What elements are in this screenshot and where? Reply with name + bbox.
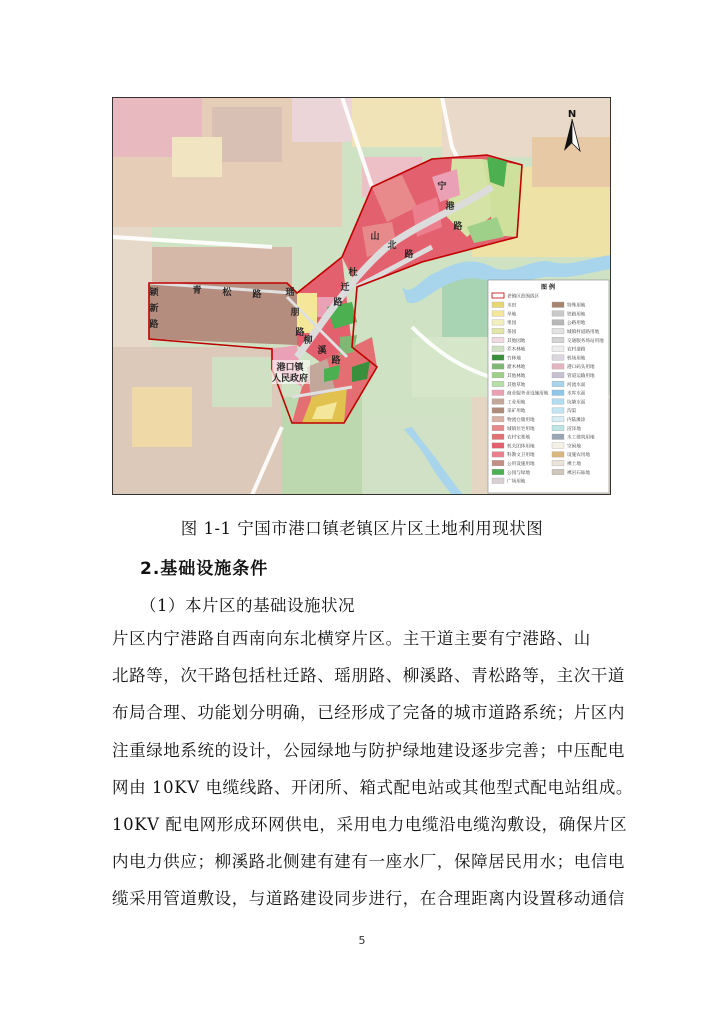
road-label-shanbei-road: 北 [387,241,397,251]
legend-item-label: 农村宅基地 [507,435,530,441]
legend-item-label: 其他园地 [507,338,526,344]
paragraph-line: 内电力供应；柳溪路北侧建有建有一座水厂，保障居民用水；电信电 [112,852,625,872]
legend-swatch [552,320,564,326]
north-arrow-label: N [567,109,577,120]
legend-swatch [552,390,564,396]
legend-swatch [492,320,504,326]
legend-swatch [552,469,564,475]
legend-swatch [552,434,564,440]
road-label-qingsong-road: 路 [252,290,262,300]
legend-item-label: 裸土地 [567,462,581,467]
legend-swatch [492,425,504,431]
legend-item-label: 广场用地 [507,479,526,485]
legend-boundary-label: 老镇区范围线区 [507,294,540,300]
road-label-duqian-road: 迁 [340,283,350,293]
legend-swatch [552,460,564,466]
paragraph-line: 网由 10KV 电缆线路、开闭所、箱式配电站或其他型式配电站组成。 [112,777,634,797]
legend-swatch [552,355,564,361]
legend-swatch [552,443,564,449]
legend-swatch [552,364,564,370]
gov-label-line-1: 港口镇 [276,363,304,373]
legend-swatch [492,337,504,343]
gov-label-line-2: 人民政府 [271,374,309,384]
paragraph-line: 10KV 配电网形成环网供电，采用电力电缆沿电缆沟敷设，确保片区 [112,815,628,835]
paragraph-line: 北路等，次干路包括杜迁路、瑶朋路、柳溪路、青松路等，主次干道 [112,666,625,686]
legend-item-label: 管道运输用地 [567,374,595,379]
legend-swatch [492,399,504,405]
road-label-yingxin-road: 颖 [149,288,159,298]
legend-swatch [552,452,564,458]
legend-swatch [492,469,504,475]
legend-item-label: 机场用地 [567,356,586,362]
road-label-ninggang-road: 宁 [437,182,447,192]
legend-swatch [552,399,564,405]
legend-item-label: 坑塘水面 [567,400,586,406]
legend-item-label: 其他林地 [507,374,526,379]
land-use-map [112,97,611,495]
legend-swatch [552,346,564,352]
subsection-heading: （1）本片区的基础设施状况 [140,596,355,615]
legend-swatch [492,355,504,361]
legend-item-label: 商业服务业设施用地 [507,391,549,397]
legend-swatch [552,416,564,422]
road-label-qingsong-road: 青 [192,286,202,296]
legend-item-label: 机关团体用地 [507,444,535,450]
legend-item-label: 科教文卫用地 [507,453,535,459]
page-number: 5 [358,934,366,947]
road-label-yingxin-road: 路 [149,320,159,330]
legend-swatch [552,408,564,414]
gov-label [272,360,310,384]
paragraph-line: 缆采用管道敷设，与道路建设同步进行，在合理距离内设置移动通信 [112,889,625,909]
legend-item-label: 果园 [507,321,517,327]
figure-caption: 图 1-1 宁国市港口镇老镇区片区土地利用现状图 [180,519,544,538]
road-label-liuxi-road: 溪 [317,346,327,356]
legend-item-label: 旱地 [507,312,517,318]
road-label-yaopeng-road: 路 [295,328,305,338]
legend-swatch [552,372,564,378]
legend-swatch [492,390,504,396]
legend-swatch [552,381,564,387]
legend-swatch [492,346,504,352]
legend-swatch [492,478,504,484]
legend-item-label: 沟渠 [567,409,577,415]
legend-swatch [552,311,564,317]
paragraph-line: 布局合理、功能划分明确，已经形成了完备的城市道路系统；片区内 [112,703,625,723]
legend-swatch [492,452,504,458]
legend-title: 图 例 [540,284,556,291]
legend-item-label: 特殊用地 [567,303,586,309]
legend-item-label: 乔木林地 [507,347,526,353]
legend-item-label: 河流水面 [567,382,586,388]
road-label-shanbei-road: 山 [370,232,380,242]
legend [488,280,609,493]
road-label-shanbei-road: 路 [404,250,414,260]
paragraph-line: 注重绿地系统的设计，公园绿地与防护绿地建设逐步完善；中压配电 [112,740,625,760]
paragraph-line: 片区内宁港路自西南向东北横穿片区。主干道主要有宁港路、山 [112,629,591,648]
legend-swatch [492,302,504,308]
legend-item-label: 水田 [507,303,517,309]
legend-item-label: 设施农用地 [567,453,590,459]
legend-item-label: 城镇村道路用地 [567,330,600,335]
legend-item-label: 采矿用地 [507,409,526,415]
legend-item-label: 水库水面 [567,391,586,397]
road-label-ninggang-road: 港 [445,202,455,212]
legend-swatch [492,460,504,466]
road-label-liuxi-road: 柳 [303,336,313,346]
legend-item-label: 灌木林地 [507,365,526,371]
legend-item-label: 其他草地 [507,382,526,388]
legend-item-label: 公用设施用地 [507,462,535,467]
legend-swatch [552,337,564,343]
legend-item-label: 茶园 [507,330,517,335]
legend-item-label: 农村道路 [567,347,586,353]
legend-swatch [492,408,504,414]
legend-item-label: 空闲地 [567,444,581,450]
road-label-duqian-road: 路 [333,298,343,308]
legend-item-label: 公路用地 [567,321,586,327]
legend-item-label: 公园与绿地 [507,470,530,476]
legend-swatch [492,364,504,370]
road-label-ninggang-road: 路 [453,222,463,232]
legend-item-label: 水工建筑用地 [567,435,595,441]
road-label-qingsong-road: 松 [222,288,232,298]
road-label-yaopeng-road: 朋 [290,308,300,318]
legend-item-label: 工业用地 [507,400,526,406]
legend-swatch [492,372,504,378]
legend-item-label: 裸岩石砾地 [567,470,590,476]
legend-item-label: 沼泽地 [567,426,581,432]
legend-item-label: 城镇住宅用地 [507,426,535,432]
road-label-duqian-road: 杜 [348,268,358,278]
legend-swatch [552,425,564,431]
legend-swatch [552,302,564,308]
legend-swatch [492,381,504,387]
body-paragraph [112,620,634,918]
road-label-yingxin-road: 新 [149,304,159,314]
section-heading: 2.基础设施条件 [140,559,269,579]
legend-swatch [492,416,504,422]
legend-swatch [492,311,504,317]
legend-swatch [492,434,504,440]
legend-swatch [552,328,564,334]
legend-item-label: 交通服务场站用地 [567,338,604,344]
legend-item-label: 内陆滩涂 [567,418,586,423]
legend-swatch [492,443,504,449]
legend-item-label: 港口码头用地 [567,365,595,371]
road-label-yaopeng-road: 瑶 [285,288,295,298]
legend-swatch [492,328,504,334]
legend-item-label: 物流仓储用地 [507,418,535,423]
legend-item-label: 竹林地 [507,356,521,362]
legend-item-label: 铁路用地 [567,312,586,318]
road-label-liuxi-road: 路 [331,356,341,366]
